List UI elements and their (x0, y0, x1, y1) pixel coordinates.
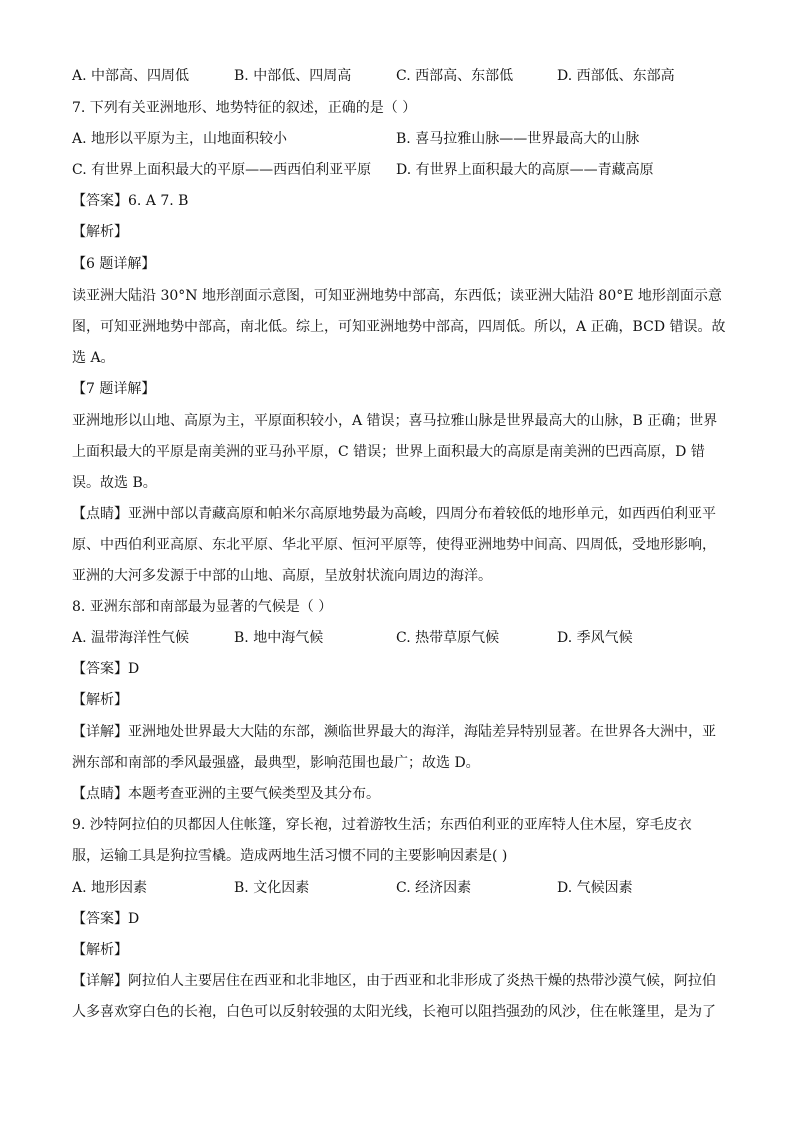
dianjing-1-line-2: 原、中西伯利亚高原、东北平原、华北平原、恒河平原等，使得亚洲地势中间高、四周低，受地形影响， (72, 537, 716, 553)
q9-stem-line-2: 服，运输工具是狗拉雪橇。造成两地生活习惯不同的主要影响因素是( ) (72, 848, 508, 864)
q8-dianjing: 【点睛】本题考查亚洲的主要气候类型及其分布。 (72, 786, 380, 802)
detail-6-line-1: 读亚洲大陆沿 30°N 地形剖面示意图，可知亚洲地势中部高，东西低；读亚洲大陆沿 80°E 地形剖面示意 (72, 288, 722, 304)
q6-option-c: C. 西部高、东部低 (396, 68, 514, 84)
detail-6-line-3: 选 A。 (72, 350, 115, 366)
q9-detail-line-1: 【详解】阿拉伯人主要居住在西亚和北非地区，由于西亚和北非形成了炎热干燥的热带沙漠气候，阿拉伯 (72, 973, 716, 989)
q9-analysis: 【解析】 (72, 942, 128, 958)
q7-option-d: D. 有世界上面积最大的高原——青藏高原 (396, 162, 654, 178)
q8-stem: 8. 亚洲东部和南部最为显著的气候是（ ） (72, 599, 333, 615)
q8-detail-line-2: 洲东部和南部的季风最强盛，最典型，影响范围也最广；故选 D。 (72, 755, 480, 771)
q9-stem-line-1: 9. 沙特阿拉伯的贝都因人住帐篷，穿长袍，过着游牧生活；东西伯利亚的亚库特人住木屋，穿毛皮衣 (72, 817, 692, 833)
q8-analysis: 【解析】 (72, 692, 128, 708)
q8-option-a: A. 温带海洋性气候 (72, 630, 190, 646)
q6-option-b: B. 中部低、四周高 (234, 68, 352, 84)
dianjing-1-line-1: 【点睛】亚洲中部以青藏高原和帕米尔高原地势最为高峻，四周分布着较低的地形单元，如西西伯利亚平 (72, 506, 716, 522)
q6-option-d: D. 西部低、东部高 (557, 68, 675, 84)
q9-option-d: D. 气候因素 (557, 880, 633, 896)
q9-option-c: C. 经济因素 (396, 880, 472, 896)
detail-7-line-3: 误。故选 B。 (72, 475, 157, 491)
detail-7-line-2: 上面积最大的平原是南美洲的亚马孙平原，C 错误；世界上面积最大的高原是南美洲的巴西高原，D 错 (72, 444, 705, 460)
q7-stem: 7. 下列有关亚洲地形、地势特征的叙述，正确的是（ ） (72, 100, 417, 116)
detail-7-title: 【7 题详解】 (72, 381, 156, 397)
q6-option-a: A. 中部高、四周低 (72, 68, 190, 84)
detail-6-line-2: 图，可知亚洲地势中部高，南北低。综上，可知亚洲地势中部高，四周低。所以，A 正确，BCD 错误。故 (72, 319, 726, 335)
q7-option-b: B. 喜马拉雅山脉——世界最高大的山脉 (396, 131, 640, 147)
q7-option-a: A. 地形以平原为主，山地面积较小 (72, 131, 288, 147)
dianjing-1-line-3: 亚洲的大河多发源于中部的山地、高原，呈放射状流向周边的海洋。 (72, 568, 492, 584)
q8-detail-line-1: 【详解】亚洲地处世界最大大陆的东部，濒临世界最大的海洋，海陆差异特别显著。在世界各大洲中，亚 (72, 724, 716, 740)
q9-detail-line-2: 人多喜欢穿白色的长袍，白色可以反射较强的太阳光线，长袍可以阻挡强劲的风沙，住在帐篷里，是为了 (72, 1004, 716, 1020)
detail-7-line-1: 亚洲地形以山地、高原为主，平原面积较小，A 错误；喜马拉雅山脉是世界最高大的山脉，B 正确；世界 (72, 413, 718, 429)
detail-6-title: 【6 题详解】 (72, 256, 156, 272)
q8-option-d: D. 季风气候 (557, 630, 633, 646)
q9-option-b: B. 文化因素 (234, 880, 310, 896)
analysis-label: 【解析】 (72, 224, 128, 240)
q8-option-c: C. 热带草原气候 (396, 630, 500, 646)
q9-answer: 【答案】D (72, 911, 140, 927)
q8-answer: 【答案】D (72, 661, 140, 677)
answer-6-7: 【答案】6. A 7. B (72, 193, 189, 209)
q9-option-a: A. 地形因素 (72, 880, 148, 896)
q7-option-c: C. 有世界上面积最大的平原——西西伯利亚平原 (72, 162, 372, 178)
q8-option-b: B. 地中海气候 (234, 630, 324, 646)
